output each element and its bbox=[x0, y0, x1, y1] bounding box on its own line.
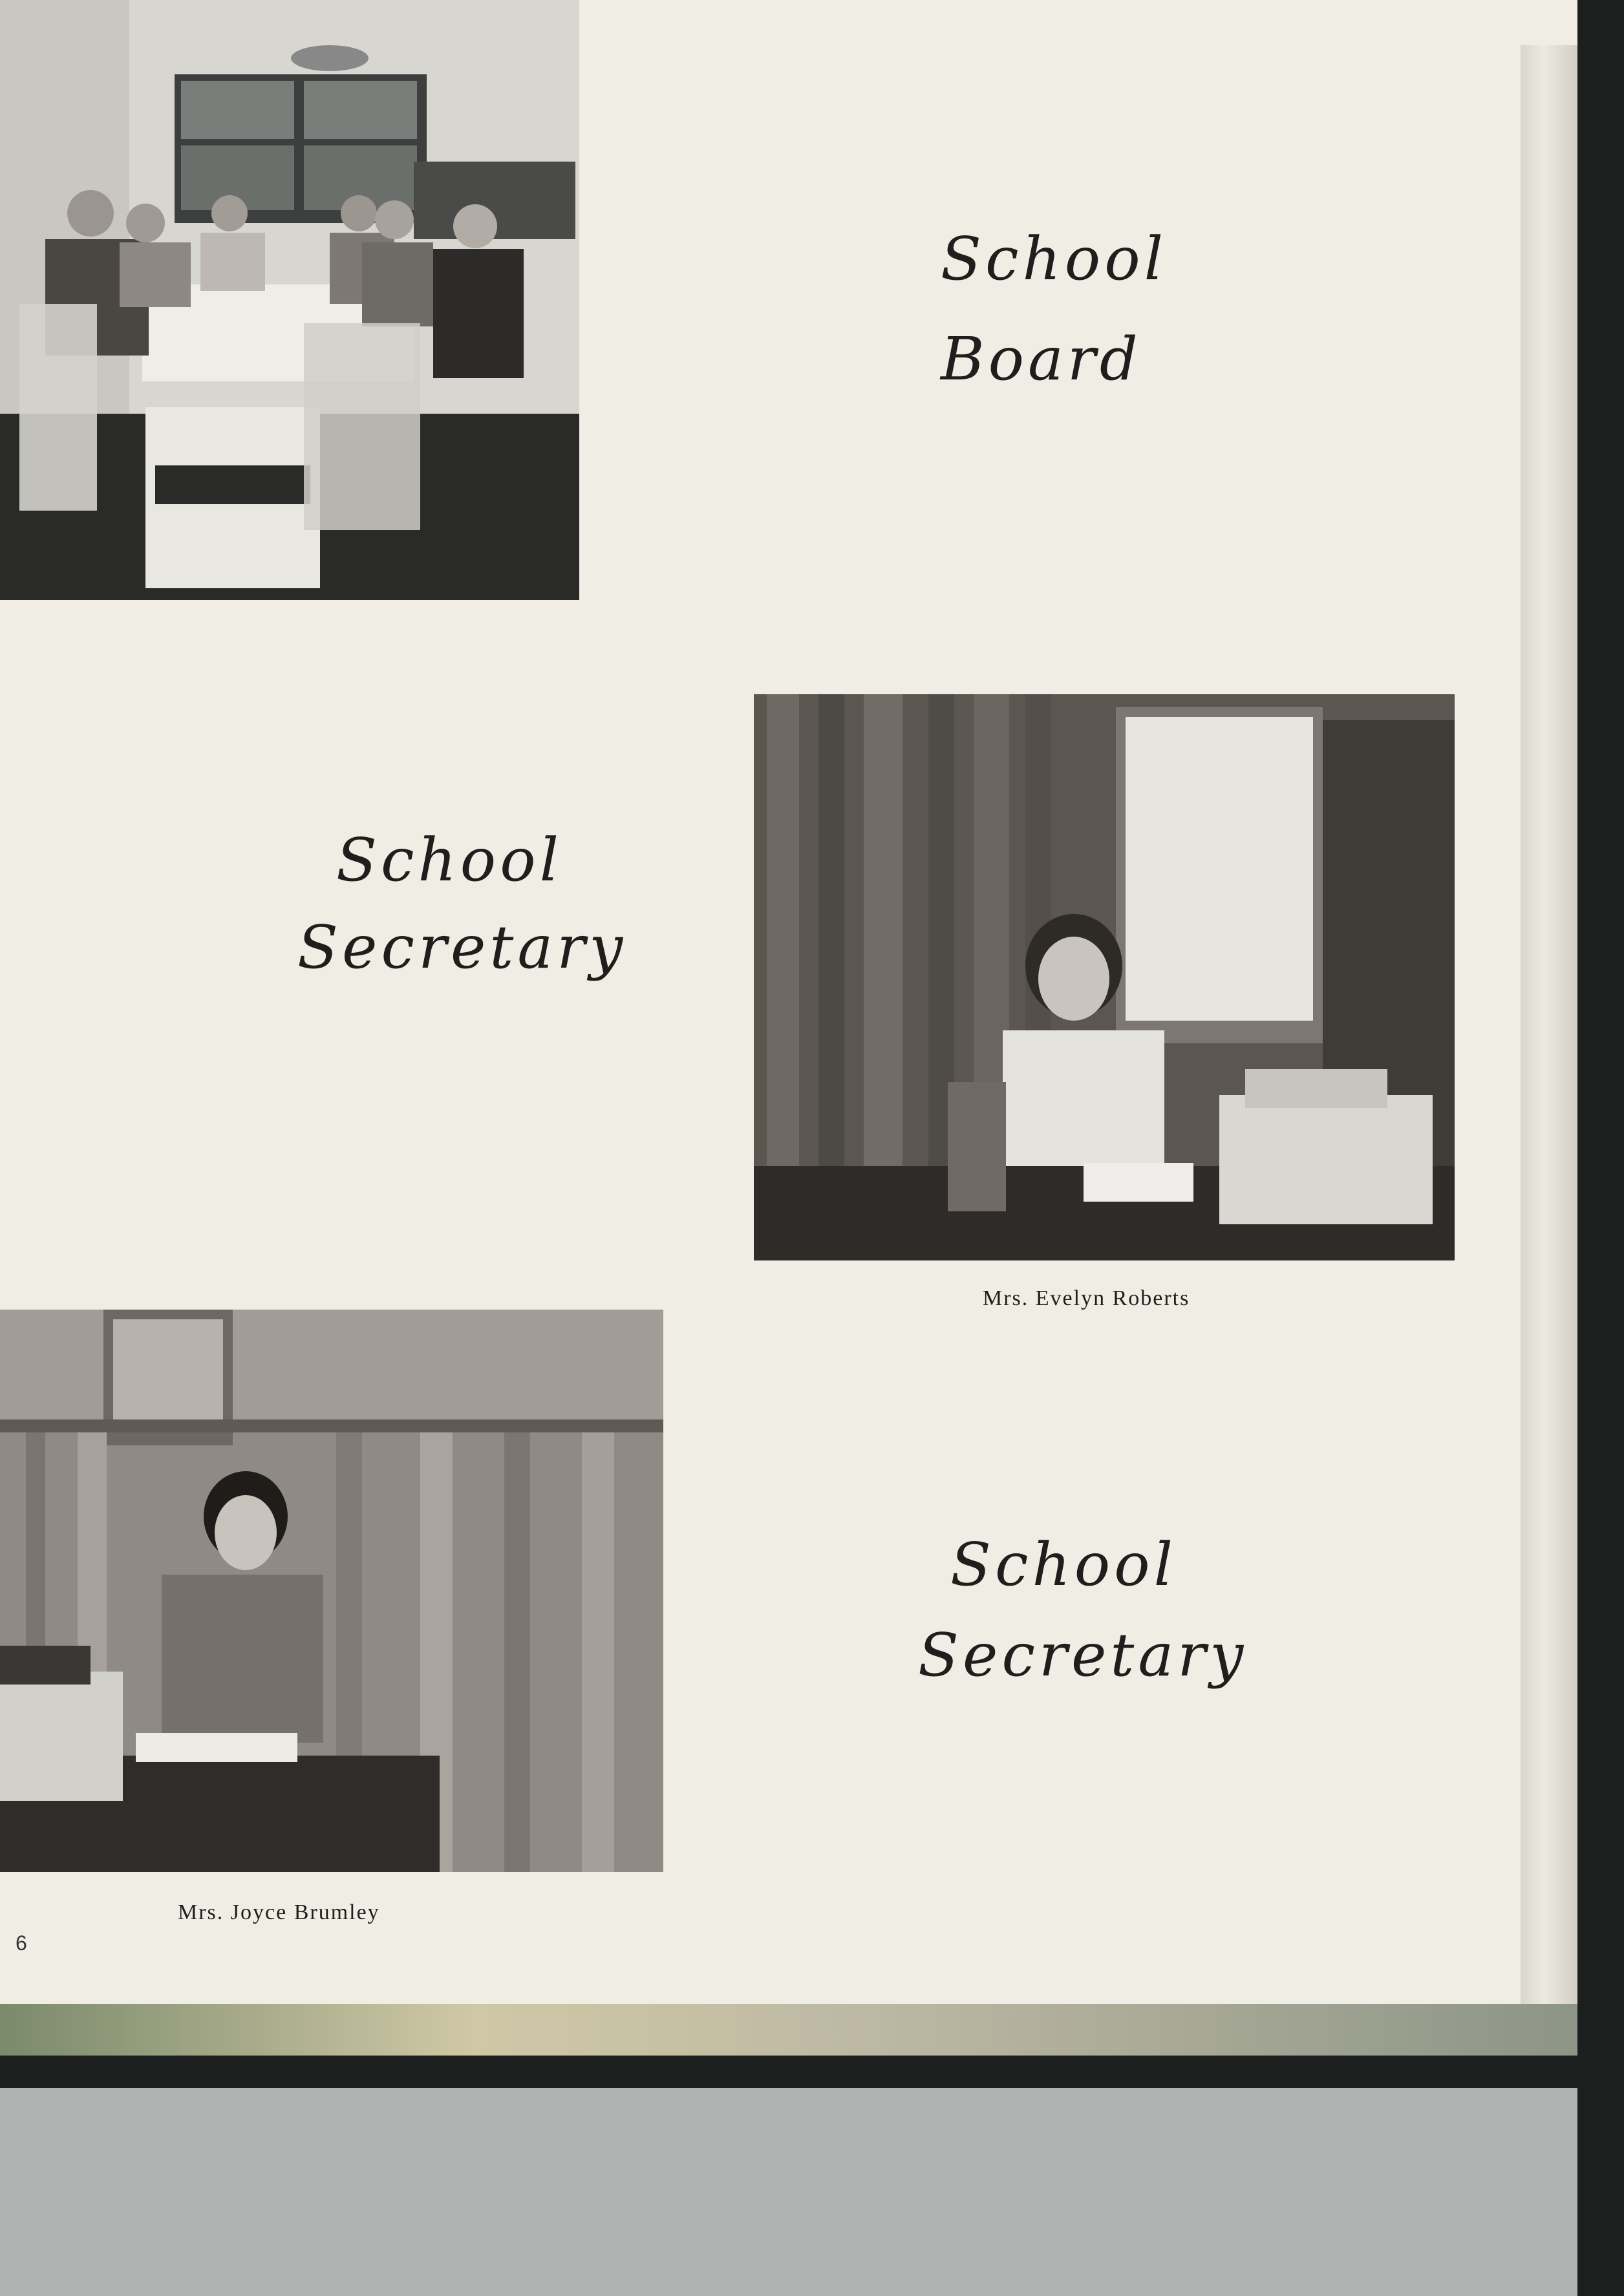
photo-strip-bottom bbox=[0, 2004, 1577, 2056]
secretary-heading-2-line1: School bbox=[950, 1530, 1177, 1599]
evelyn-roberts-caption: Mrs. Evelyn Roberts bbox=[983, 1286, 1190, 1310]
evelyn-roberts-photo bbox=[754, 694, 1455, 1260]
school-board-heading-line2: Board bbox=[941, 324, 1142, 394]
book-cover-right bbox=[1577, 0, 1624, 2296]
school-board-photo bbox=[0, 0, 579, 600]
joyce-brumley-caption: Mrs. Joyce Brumley bbox=[178, 1900, 380, 1924]
joyce-brumley-photo bbox=[0, 1310, 663, 1872]
secretary-heading-1-line2: Secretary bbox=[297, 913, 627, 982]
secretary-heading-1-line1: School bbox=[336, 825, 563, 895]
page-edge bbox=[1521, 45, 1577, 2056]
school-board-heading-line1: School bbox=[941, 224, 1168, 293]
secretary-heading-2-line2: Secretary bbox=[918, 1621, 1248, 1690]
page-number: 6 bbox=[16, 1931, 27, 1955]
